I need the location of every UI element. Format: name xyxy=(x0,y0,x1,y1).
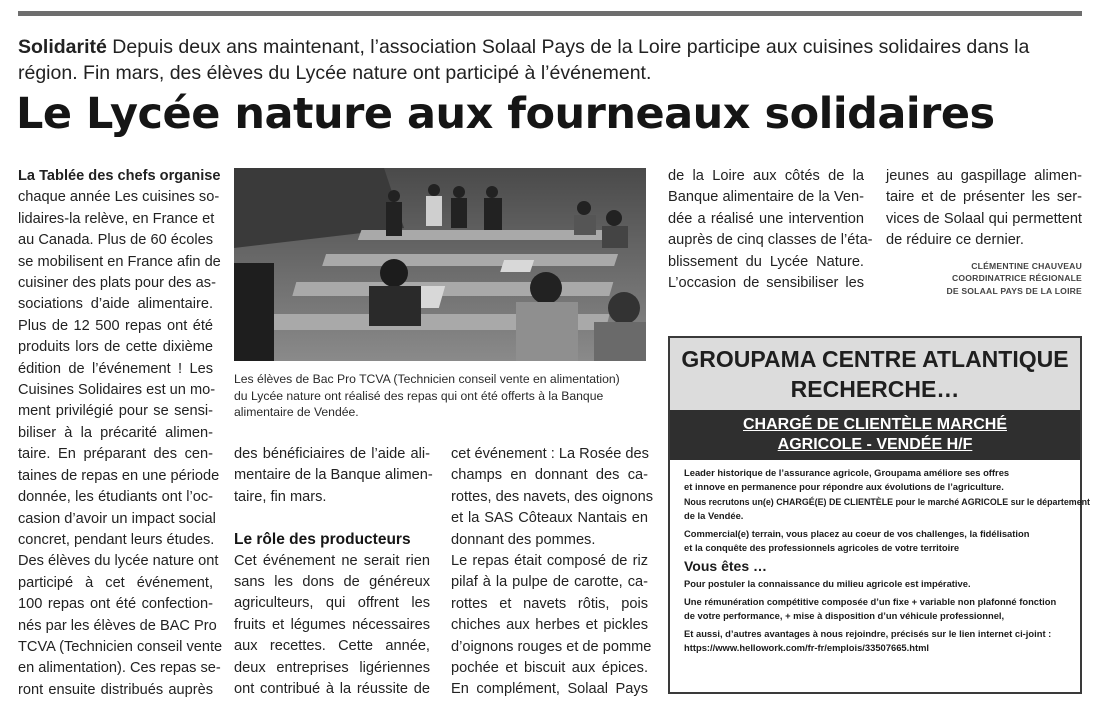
body-text-line: participé à cet événement, xyxy=(18,574,213,591)
body-text-line: Cuisines Solidaires est un mo- xyxy=(18,382,216,399)
body-text-line: Cet événement ne serait rien xyxy=(234,552,430,569)
ad-job-title xyxy=(670,410,1080,460)
kicker-text-1: Depuis deux ans maintenant, l’association Solaal Pays de la Loire participe aux cuisines solidaires dans la xyxy=(112,36,1030,58)
body-text-line: Le repas était composé de riz xyxy=(451,553,648,570)
body-text-line: nés par les élèves de BAC Pro xyxy=(18,617,217,634)
body-text-line: donnée, les étudiants ont l’oc- xyxy=(18,489,213,506)
ad-job-line-2: AGRICOLE - VENDÉE H/F xyxy=(777,436,973,453)
body-text-line: pochée et biscuit aux épices. xyxy=(451,660,648,677)
ad-mission: Commercial(e) terrain, vous placez au coeur de vos challenges, la fidélisation et la conquête des professionnels agricoles de votre territoire xyxy=(684,527,1030,554)
body-text-line: sans les dons de généreux xyxy=(234,574,430,591)
body-text-line: concret, pendant leurs études. xyxy=(18,531,215,548)
job-advertisement xyxy=(668,336,1091,694)
body-text-line: pilaf à la pulpe de carotte, ca- xyxy=(451,574,648,591)
body-text-line: aux recettes. Cette année, xyxy=(234,638,430,655)
body-text-line: rottes et navets rôtis, pois xyxy=(451,595,648,612)
author-org: DE SOLAAL PAYS DE LA LOIRE xyxy=(946,285,1082,296)
body-text-line: vices de Solaal qui permettent xyxy=(886,210,1082,227)
ad-vous-etes: Vous êtes … xyxy=(684,558,767,575)
body-text-line: d’oignons rouges et de pomme xyxy=(451,638,652,655)
body-text-line: cet événement : La Rosée des xyxy=(451,446,649,462)
body-text-line: En complément, Solaal Pays xyxy=(451,681,648,698)
body-text-line: champs en donnant des ca- xyxy=(451,467,648,484)
body-text-line: deux entreprises ligériennes xyxy=(234,659,430,676)
article-column-3 xyxy=(451,444,654,701)
photo-caption xyxy=(234,371,654,421)
body-text-line: casion d’avoir un impact social xyxy=(18,510,216,527)
body-text-line: Des élèves du lycée nature ont xyxy=(18,553,219,570)
body-text-line: édition de l’événement ! Les xyxy=(18,360,213,377)
body-text-line: taire, fin mars. xyxy=(234,488,327,505)
body-text-line: auprès de cinq classes de l’éta- xyxy=(668,232,873,249)
body-text-line: L’occasion de sensibiliser les xyxy=(668,275,864,292)
body-text-line: jeunes au gaspillage alimen- xyxy=(886,168,1082,184)
body-text-line: taire. En préparant des cen- xyxy=(18,446,213,463)
ad-link[interactable]: https://www.hellowork.com/fr-fr/emplois/33507665.html xyxy=(684,642,930,654)
article-photo xyxy=(234,168,646,361)
body-text-line: blissement du Lycée Nature. xyxy=(668,253,864,270)
ad-apply: Et aussi, d’autres avantages à nous rejoindre, précisés sur le lien internet ci-joint : https://www.hellowork.com/fr-fr/emplois/33507665.html xyxy=(684,627,1068,656)
body-text-line: se mobilisent en France afin de xyxy=(18,253,221,270)
ad-title xyxy=(670,338,1080,410)
ad-body xyxy=(684,466,1091,658)
body-text-line: TCVA (Technicien conseil vente xyxy=(18,638,223,655)
ad-title-line-2: RECHERCHE… xyxy=(790,376,960,402)
body-text-line: taire et de présenter les ser- xyxy=(886,189,1082,206)
caption-line-2: du Lycée nature ont réalisé des repas qui ont été offerts à la Banque xyxy=(234,388,604,403)
author-name: CLÉMENTINE CHAUVEAU xyxy=(971,260,1082,271)
body-text-line: Plus de 12 500 repas ont été xyxy=(18,317,213,334)
body-text-line: et la SAS Côteaux Nantais en xyxy=(451,510,648,527)
body-text-line: lidaires-la relève, en France et xyxy=(18,210,215,227)
body-text-line: de réduire ce dernier. xyxy=(886,232,1024,249)
body-text-line: cuisiner des plats pour des as- xyxy=(18,275,216,292)
body-text-line: donnant des pommes. xyxy=(451,531,596,548)
kicker-label: Solidarité xyxy=(18,36,107,58)
kicker xyxy=(18,34,1086,86)
headline: Le Lycée nature aux fourneaux solidaires xyxy=(16,89,995,139)
body-text-line: Banque alimentaire de la Ven- xyxy=(668,189,864,206)
body-text-line: ment privilégié pour se sensi- xyxy=(18,403,213,420)
subheading: Le rôle des producteurs xyxy=(234,531,411,549)
body-text-line: 100 repas ont été confection- xyxy=(18,596,213,613)
body-text-line: sociations d’aide alimentaire. xyxy=(18,296,213,313)
body-text-line: biliser à la précarité alimen- xyxy=(18,424,213,441)
article-column-1 xyxy=(18,166,223,701)
article-column-4 xyxy=(668,166,873,294)
body-text-line: ont contribué à la réussite de xyxy=(234,681,430,698)
author-signature xyxy=(886,260,1082,298)
caption-line-3: alimentaire de Vendée. xyxy=(234,405,359,419)
body-text-line: en alimentation). Ces repas se- xyxy=(18,660,221,677)
article-column-5 xyxy=(886,166,1082,297)
kicker-text-2: région. Fin mars, des élèves du Lycée nature ont participé à l’événement. xyxy=(18,62,652,84)
body-text-line: au Canada. Plus de 60 écoles xyxy=(18,232,213,249)
top-rule xyxy=(18,11,1082,16)
body-text-line: fruits et légumes nécessaires xyxy=(234,616,430,633)
body-text-line: chiches aux herbes et pickles xyxy=(451,617,648,634)
body-text-line: des bénéficiaires de l’aide ali- xyxy=(234,446,430,462)
body-text-line: mentaire de la Banque alimen- xyxy=(234,467,433,484)
lead-in: La Tablée des chefs organise xyxy=(18,168,221,184)
ad-job-line-1: CHARGÉ DE CLIENTÈLE MARCHÉ xyxy=(742,416,1007,433)
body-text-line: ront ensuite distribués auprès xyxy=(18,681,213,698)
body-text-line: rottes, des navets, des oignons xyxy=(451,488,654,505)
body-text-line: agriculteurs, qui offrent les xyxy=(234,595,430,612)
caption-line-1: Les élèves de Bac Pro TCVA (Technicien conseil vente en alimentation) xyxy=(234,372,620,386)
body-text-line: dée a réalisé une intervention xyxy=(668,210,864,227)
body-text-line: taines de repas en une période xyxy=(18,467,220,484)
ad-intro: Leader historique de l’assurance agricole, Groupama améliore ses offres et innove en permanence pour répondre aux évolutions de l’agriculture. Nous recrutons un(e) CHARGÉ(E) DE CLIENTÈLE pour le marché AGRICOLE sur le département de la Vendée. xyxy=(684,467,1091,522)
ad-profile: Pour postuler la connaissance du milieu agricole est impérative. xyxy=(684,578,971,590)
ad-title-line-1: GROUPAMA CENTRE ATLANTIQUE xyxy=(681,346,1069,372)
article-column-2 xyxy=(234,444,433,700)
ad-remuneration: Une rémunération compétitive composée d’un fixe + variable non plafonné fonction de votre performance, + mise à disposition d’un véhicule professionnel, xyxy=(684,595,1057,622)
body-text-line: chaque année Les cuisines so- xyxy=(18,189,220,206)
author-role: COORDINATRICE RÉGIONALE xyxy=(951,273,1082,284)
body-text-line: de la Loire aux côtés de la xyxy=(668,168,864,184)
body-text-line: produits lors de cette dixième xyxy=(18,339,213,356)
